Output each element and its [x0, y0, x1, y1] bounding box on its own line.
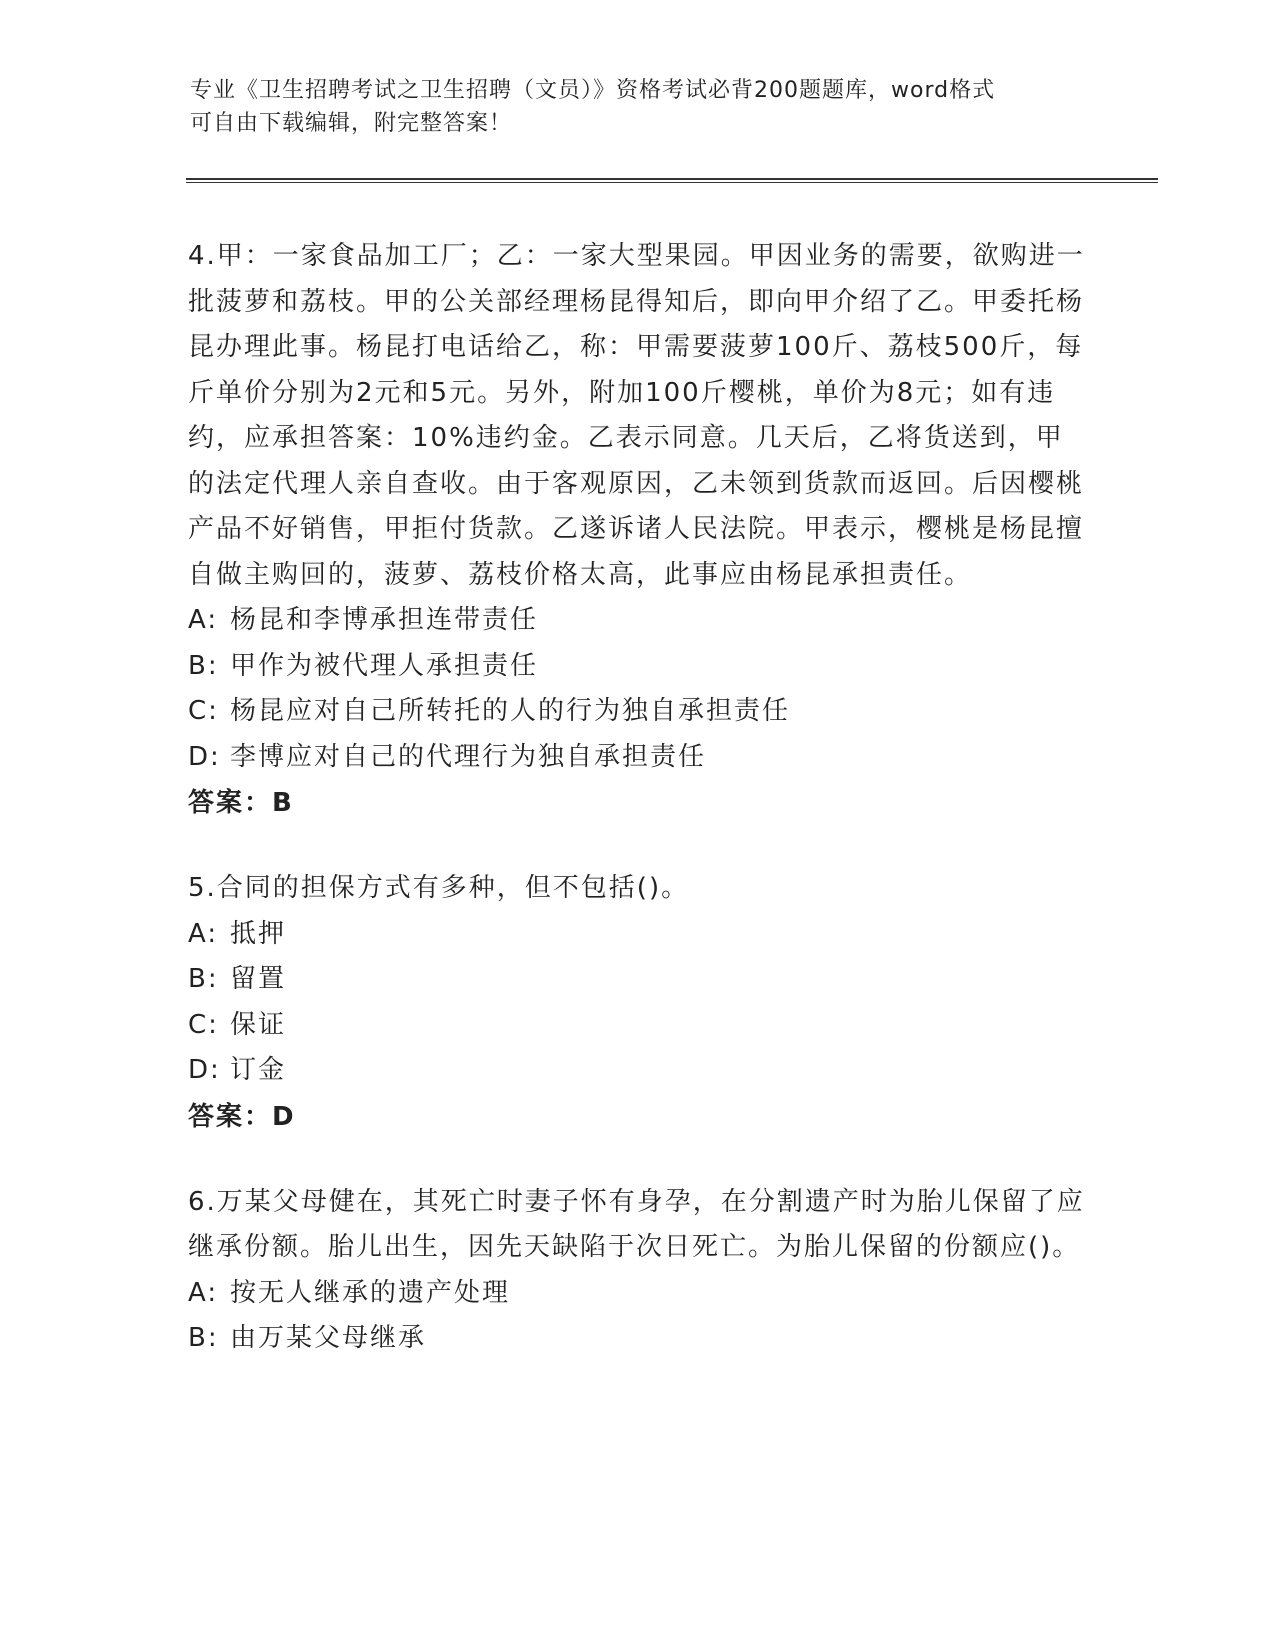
question-stem: 6.万某父母健在，其死亡时妻子怀有身孕，在分割遗产时为胎儿保留了应继承份额。胎儿出生，因先天缺陷于次日死亡。为胎儿保留的份额应()。 [188, 1186, 1085, 1262]
option-text: 杨昆应对自己所转托的人的行为独自承担责任 [230, 696, 791, 726]
answer-line: 答案：B [188, 788, 294, 818]
option-letter: A: [188, 918, 219, 949]
document-header [190, 74, 1090, 140]
option-a [188, 912, 1088, 958]
question-list [188, 234, 1088, 1402]
option-c [188, 1003, 1088, 1049]
option-text: 保证 [230, 1009, 287, 1040]
question-stem: 4.甲：一家食品加工厂；乙：一家大型果园。甲因业务的需要，欲购进一批菠萝和荔枝。甲的公关部经理杨昆得知后，即向甲介绍了乙。甲委托杨昆办理此事。杨昆打电话给乙，称：甲需要菠萝100斤、荔枝500斤，每斤单价分别为2元和5元。另外，附加100斤樱桃，单价为8元；如有违约，应承担答案：10%违约金。乙表示同意。几天后，乙将货送到，甲的法定代理人亲自查收。由于客观原因，乙未领到货款而返回。后因樱桃产品不好销售，甲拒付货款。乙遂诉诸人民法院。甲表示，樱桃是杨昆擅自做主购回的，菠萝、荔枝价格太高，此事应由杨昆承担责任。 [188, 241, 1085, 590]
option-text: 由万某父母继承 [230, 1323, 427, 1353]
question-4 [188, 234, 1088, 826]
question-5 [188, 866, 1088, 1140]
option-text: 订金 [230, 1055, 287, 1085]
answer-line: 答案：D [188, 1101, 296, 1132]
option-text: 按无人继承的遗产处理 [230, 1277, 511, 1308]
header-divider [186, 178, 1158, 183]
option-letter: B: [188, 650, 219, 681]
option-d [188, 735, 1088, 781]
option-d [188, 1048, 1088, 1094]
option-letter: B: [188, 1323, 219, 1353]
option-a [188, 598, 1088, 644]
option-letter: D: [188, 741, 221, 772]
option-letter: A: [188, 1277, 219, 1308]
option-text: 留置 [230, 964, 287, 994]
option-text: 抵押 [230, 918, 287, 949]
question-6 [188, 1180, 1088, 1362]
option-letter: D: [188, 1055, 221, 1085]
option-text: 李博应对自己的代理行为独自承担责任 [230, 741, 707, 772]
option-b [188, 644, 1088, 690]
header-title-line-2: 可自由下载编辑，附完整答案！ [190, 111, 513, 136]
option-a [188, 1271, 1088, 1317]
header-title-line-1: 专业《卫生招聘考试之卫生招聘（文员）》资格考试必背200题题库，word格式 [190, 78, 996, 103]
option-c [188, 689, 1088, 735]
option-text: 甲作为被代理人承担责任 [230, 650, 539, 681]
option-b [188, 1316, 1088, 1362]
option-letter: B: [188, 964, 219, 994]
option-letter: A: [188, 605, 219, 635]
option-text: 杨昆和李博承担连带责任 [230, 605, 539, 635]
question-stem: 5.合同的担保方式有多种，但不包括()。 [188, 873, 690, 903]
option-letter: C: [188, 696, 219, 726]
option-letter: C: [188, 1009, 219, 1040]
option-b [188, 957, 1088, 1003]
